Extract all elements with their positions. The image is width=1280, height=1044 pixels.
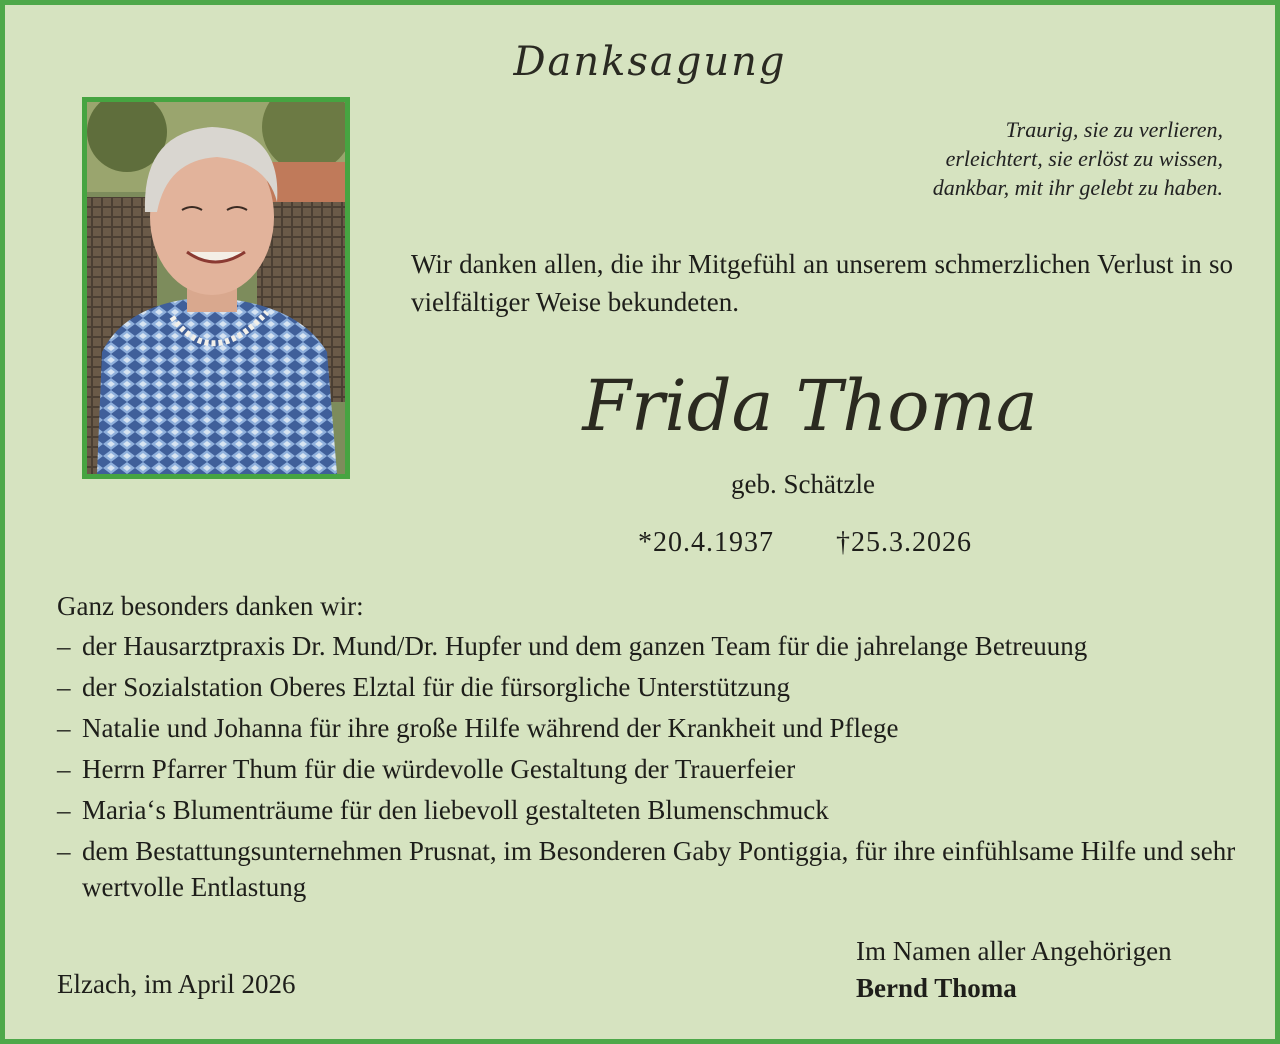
dash: – [57, 713, 71, 743]
list-item-text: dem Bestattungsunternehmen Prusnat, im Besonderen Gaby Pontiggia, für ihre einfühlsame Hilfe und sehr wertvolle Entlastung [82, 836, 1236, 902]
dash: – [57, 672, 71, 702]
death-date: †25.3.2026 [836, 527, 972, 558]
quote-verse [933, 115, 1223, 202]
quote-line: dankbar, mit ihr gelebt zu haben. [932, 175, 1223, 200]
thanks-heading: Ganz besonders danken wir: [57, 591, 364, 621]
dash: – [57, 754, 71, 784]
list-item-text: der Sozialstation Oberes Elztal für die fürsorgliche Unterstützung [82, 672, 791, 702]
list-item [57, 628, 1237, 664]
list-item-text: der Hausarztpraxis Dr. Mund/Dr. Hupfer und dem ganzen Team für die jahrelange Betreuung [82, 631, 1088, 661]
list-item [57, 669, 1237, 705]
dash: – [57, 795, 71, 825]
intro-text: Wir danken allen, die ihr Mitgefühl an unserem schmerzlichen Verlust in so vielfältiger Weise bekundeten. [411, 249, 1233, 317]
on-behalf-text: Im Namen aller Angehörigen [856, 936, 1172, 966]
deceased-name: Frida Thoma [582, 365, 1038, 447]
thanks-list [57, 628, 1237, 910]
signer-name: Bernd Thoma [856, 973, 1017, 1003]
portrait-photo [82, 97, 350, 479]
place-date: Elzach, im April 2026 [57, 969, 296, 999]
quote-line: erleichtert, sie erlöst zu wissen, [945, 146, 1223, 171]
list-item [57, 833, 1237, 905]
list-item-text: Maria‘s Blumenträume für den liebevoll gestalteten Blumenschmuck [82, 795, 829, 825]
list-item [57, 710, 1237, 746]
maiden-name: geb. Schätzle [731, 469, 875, 499]
list-item-text: Herrn Pfarrer Thum für die würdevolle Gestaltung der Trauerfeier [82, 754, 796, 784]
list-item-text: Natalie und Johanna für ihre große Hilfe während der Krankheit und Pflege [82, 713, 899, 743]
portrait-image [87, 102, 345, 474]
list-item [57, 751, 1237, 787]
signature-block [856, 933, 1172, 1007]
list-item [57, 792, 1237, 828]
dash: – [57, 836, 71, 866]
birth-date: *20.4.1937 [638, 527, 774, 558]
quote-line: Traurig, sie zu verlieren, [1005, 117, 1223, 142]
card-title: Danksagung [513, 39, 787, 85]
life-dates [595, 527, 1015, 559]
dash: – [57, 631, 71, 661]
